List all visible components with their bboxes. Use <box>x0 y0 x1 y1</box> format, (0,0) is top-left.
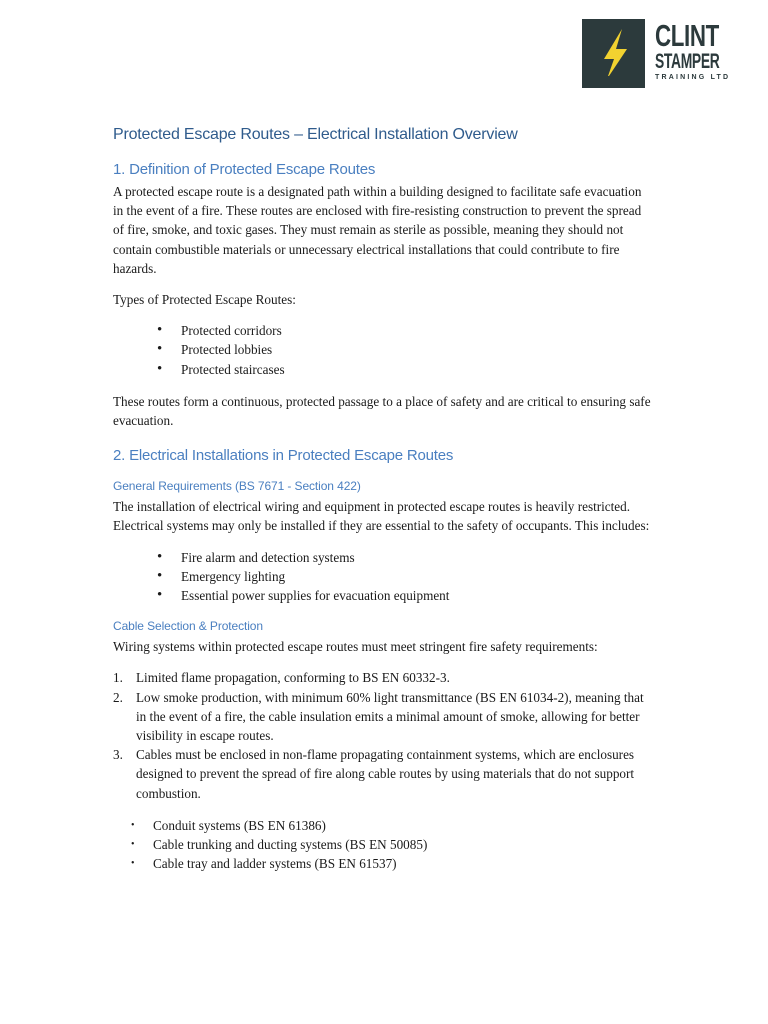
section-1-heading: 1. Definition of Protected Escape Routes <box>113 161 376 178</box>
essential-systems-list <box>157 548 653 606</box>
section-2-heading: 2. Electrical Installations in Protected Escape Routes <box>113 447 454 465</box>
logo-wordmark <box>655 18 731 81</box>
logo-line-2: STAMPER <box>655 50 720 73</box>
document-title: Protected Escape Routes – Electrical Installation Overview <box>113 126 518 143</box>
item-number: 3. <box>113 747 123 763</box>
list-item: • Cable trunking and ducting systems (BS EN 50085) <box>131 835 653 854</box>
numbered-item <box>113 688 653 746</box>
cable-selection-heading: Cable Selection & Protection <box>113 619 263 634</box>
item-text: Cables must be enclosed in non-flame propagating containment systems, which are enclosures designed to prevent the spread of fire along cable routes by using materials that do not support combustion. <box>136 747 635 801</box>
lightning-bolt-icon <box>582 19 645 88</box>
item-text: Limited flame propagation, conforming to BS EN 60332-3. <box>136 670 450 686</box>
list-item: • Fire alarm and detection systems <box>157 548 653 567</box>
cable-requirements-list <box>113 668 653 802</box>
types-intro: Types of Protected Escape Routes: <box>113 292 296 308</box>
logo-line-1: CLINT <box>655 18 719 53</box>
list-item: • Essential power supplies for evacuation equipment <box>157 586 653 605</box>
types-list <box>157 321 653 379</box>
cable-selection-paragraph: Wiring systems within protected escape routes must meet stringent fire safety requirements: <box>113 639 598 655</box>
list-item: • Cable tray and ladder systems (BS EN 61537) <box>131 854 653 873</box>
containment-systems-list <box>131 816 653 874</box>
numbered-item <box>113 745 653 803</box>
list-item: • Protected lobbies <box>157 340 653 359</box>
list-item: • Conduit systems (BS EN 61386) <box>131 816 653 835</box>
general-requirements-heading: General Requirements (BS 7671 - Section 422) <box>113 479 361 494</box>
item-number: 2. <box>113 689 123 705</box>
list-item: • Emergency lighting <box>157 567 653 586</box>
section-1-paragraph: A protected escape route is a designated path within a building designed to facilitate safe evacuation in the event of a fire. These routes are enclosed with fire-resisting construction to prevent the spread of fire, smoke, and toxic gases. They must remain as sterile as possible, meaning they should not contain combustible materials or unnecessary electrical installations that could contribute to fire hazards. <box>113 184 642 276</box>
document-body <box>113 124 653 873</box>
company-logo <box>582 18 731 88</box>
item-number: 1. <box>113 670 123 686</box>
general-requirements-paragraph: The installation of electrical wiring and equipment in protected escape routes is heavily restricted. Electrical systems may only be installed if they are essential to the safety of occupants. This includes: <box>113 499 650 534</box>
numbered-item <box>113 668 653 687</box>
list-item: • Protected corridors <box>157 321 653 340</box>
list-item: • Protected staircases <box>157 360 653 379</box>
section-1-closing: These routes form a continuous, protected passage to a place of safety and are critical to ensuring safe evacuation. <box>113 393 651 429</box>
logo-line-3: TRAINING LTD <box>655 74 731 81</box>
item-text: Low smoke production, with minimum 60% light transmittance (BS EN 61034-2), meaning that in the event of a fire, the cable insulation emits a minimal amount of smoke, allowing for better visibility in escape routes. <box>136 689 644 744</box>
